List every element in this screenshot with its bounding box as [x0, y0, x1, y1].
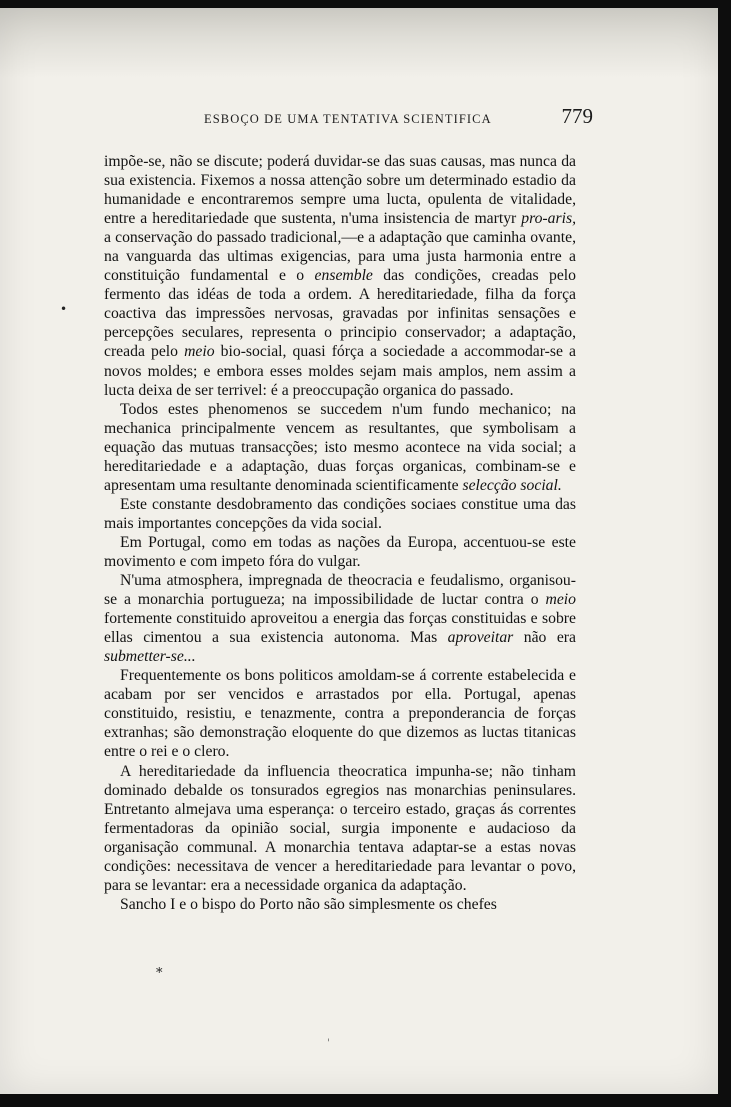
text-run: Frequentemente os bons politicos amoldam-se á corrente estabelecida e acabam por ser vencidos e arrastados por ella. Portugal, apenas constituido, resistiu, e tenazmente, contra a preponderancia de forças extranhas; são demonstração eloquente do que dizemos as luctas titanicas entre o rei e o clero.: [104, 667, 576, 761]
paragraph: [104, 533, 576, 571]
text-run: Este constante desdobramento das condições sociaes constitue uma das mais importantes concepções da vida social.: [104, 495, 576, 532]
text-run: a conservação do passado tradicional,—e a adaptação que caminha ovante, na vanguarda das ultimas exigencias, para uma justa harmonia entre a constituição fundamental e o: [104, 229, 576, 285]
ink-speck: ': [327, 1038, 330, 1049]
paragraph: [104, 495, 576, 533]
paragraph: [104, 895, 576, 914]
paragraph: [104, 571, 576, 666]
body-text: [104, 152, 576, 914]
paragraph: [104, 666, 576, 761]
text-run: das condições, creadas pelo fermento das idéas de toda a ordem. A hereditariedade, filha da força coactiva das impressões nervosas, gravadas por infinitas sensações e percepções seculares, representa o principio conservador; a adaptação, creada pelo: [104, 267, 576, 361]
text-run: N'uma atmosphera, impregnada de theocracia e feudalismo, organisou-se a monarchia portugueza; na impossibilidade de luctar contra o: [104, 572, 576, 609]
text-run: não era: [513, 629, 576, 647]
italic-run: ensemble: [314, 267, 373, 285]
text-run: bio-social, quasi fórça a sociedade a accommodar-se a novos moldes; e embora esses moldes sejam mais amplos, nem assim a lucta deixa de ser terrivel: é a preoccupação organica do passado.: [104, 343, 576, 399]
book-page: [0, 8, 718, 1094]
text-run: Todos estes phenomenos se succedem n'um fundo mechanico; na mechanica principalmente vencem as resultantes, que symbolisam a equação das mutuas transacções; isto mesmo acontece na vida social; a hereditariedade e a adaptação, duas forças organicas, combinam-se e apresentam uma resultante denominada scientificamente: [104, 400, 576, 494]
text-run: Sancho I e o bispo do Porto não são simplesmente os chefes: [120, 895, 497, 913]
text-run: A hereditariedade da influencia theocratica impunha-se; não tinham dominado debalde os tonsurados egregios nas monarchias peninsulares. Entretanto almejava uma esperança: o terceiro estado, graças ás correntes fermentadoras da opinião social, surgia imponente e audacioso da organisação communal. A monarchia tentava adaptar-se a estas novas condições: necessitava de vencer a hereditariedade para levantar o povo, para se levantar: era a necessidade organica da adaptação.: [104, 762, 576, 894]
paragraph: [104, 400, 576, 495]
text-run: Em Portugal, como em todas as nações da Europa, accentuou-se este movimento e com impeto fóra do vulgar.: [104, 533, 576, 570]
paragraph: [104, 762, 576, 895]
margin-dot-mark: •: [60, 302, 68, 316]
text-run: impõe-se, não se discute; poderá duvidar-se das suas causas, mas nunca da sua existencia. Fixemos a nossa attenção sobre um determinado estadio da humanidade e encontraremos sempre uma lucta, opulenta de vitalidade, entre a hereditariedade que sustenta, n'uma insistencia de martyr: [104, 153, 576, 228]
italic-run: aproveitar: [447, 629, 514, 647]
italic-run: pro-aris,: [521, 210, 576, 228]
italic-run: meio: [545, 591, 576, 609]
italic-run: meio: [184, 343, 215, 361]
page-number: 779: [561, 104, 593, 128]
italic-run: submetter-se...: [104, 648, 196, 666]
page-header: [204, 104, 593, 129]
italic-run: selecção social.: [462, 476, 562, 494]
running-title: ESBOÇO DE UMA TENTATIVA SCIENTIFICA: [204, 112, 492, 126]
asterisk-mark: *: [156, 966, 163, 981]
paragraph: [104, 152, 576, 400]
text-run: fortemente constituido aproveitou a energia das forças constituidas e sobre ellas cimentou a sua existencia autonoma. Mas: [104, 610, 576, 647]
